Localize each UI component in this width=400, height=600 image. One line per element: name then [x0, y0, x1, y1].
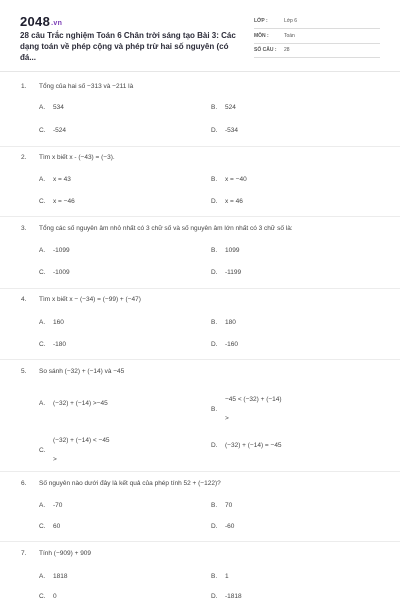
worksheet-title: 28 câu Trắc nghiệm Toán 6 Chân trời sáng tạo Bài 3: Các dạng toán về phép cộng và phép trừ hai số nguyên (có đá...	[20, 31, 236, 62]
option-d[interactable]: D. (−32) + (−14) = −45	[211, 442, 282, 449]
question-number: 2.	[21, 154, 27, 161]
option-c[interactable]: C. 60	[39, 523, 61, 530]
meta-label: SỐ CÂU :	[254, 47, 277, 53]
option-b[interactable]: B. 1	[211, 573, 229, 580]
option-b[interactable]: B. 1099	[211, 247, 240, 254]
option-a[interactable]: A. -70	[39, 502, 63, 509]
option-d[interactable]: D. -160	[211, 341, 239, 348]
meta-grade	[254, 16, 380, 29]
question-number: 6.	[21, 480, 27, 487]
option-c[interactable]: C. -1009	[39, 269, 70, 276]
question-number: 5.	[21, 368, 27, 375]
option-c[interactable]: C. -180	[39, 341, 67, 348]
option-c[interactable]: C. 0	[39, 593, 57, 600]
question-text: Tổng các số nguyên âm nhỏ nhất có 3 chữ số và số nguyên âm lớn nhất có 3 chữ số là:	[39, 225, 293, 232]
meta-value: Toán	[284, 33, 295, 39]
question-separator	[0, 541, 400, 542]
option-c[interactable]: C. -524	[39, 127, 67, 134]
option-d[interactable]: D. x = 46	[211, 198, 243, 205]
question-text: Tìm x biết x − (−34) = (−99) + (−47)	[39, 296, 141, 303]
option-d[interactable]: D. -534	[211, 127, 239, 134]
option-a[interactable]: A. (−32) + (−14) >−45	[39, 400, 108, 407]
question-separator	[0, 146, 400, 147]
question-text: Số nguyên nào dưới đây là kết quả của phép tính 52 + (−122)?	[39, 480, 221, 487]
meta-label: MÔN :	[254, 33, 269, 39]
meta-value: Lớp 6	[284, 18, 298, 24]
worksheet-header	[0, 0, 400, 72]
question-number: 3.	[21, 225, 27, 232]
meta-value: 28	[284, 47, 290, 53]
meta-label: LỚP :	[254, 18, 268, 24]
option-c[interactable]: C. (−32) + (−14) < −45 >	[39, 437, 110, 463]
question-text: Tổng của hai số −313 và −211 là	[39, 83, 134, 90]
question-number: 1.	[21, 83, 27, 90]
option-a[interactable]: A. 534	[39, 104, 64, 111]
option-b[interactable]: B. x = −40	[211, 176, 247, 183]
question-text: Tính (−909) + 909	[39, 550, 92, 557]
option-b[interactable]: B. 70	[211, 502, 233, 509]
question-text: So sánh (−32) + (−14) và −45	[39, 368, 125, 375]
option-a[interactable]: A. 160	[39, 319, 64, 326]
question-separator	[0, 216, 400, 217]
option-a[interactable]: A. x = 43	[39, 176, 71, 183]
option-d[interactable]: D. -1818	[211, 593, 242, 600]
question-number: 7.	[21, 550, 27, 557]
question-text: Tìm x biết x - (−43) = (−3).	[39, 154, 115, 161]
option-b[interactable]: B. 524	[211, 104, 236, 111]
header-divider	[0, 71, 400, 72]
question-number: 4.	[21, 296, 27, 303]
option-d[interactable]: D. -60	[211, 523, 235, 530]
option-c[interactable]: C. x = −46	[39, 198, 75, 205]
question-separator	[0, 288, 400, 289]
meta-subject	[254, 31, 380, 44]
option-b[interactable]: B. −45 < (−32) + (−14) >	[211, 396, 282, 422]
site-logo[interactable]: 2048.vn	[20, 14, 63, 29]
option-a[interactable]: A. 1818	[39, 573, 68, 580]
meta-question-count	[254, 45, 380, 58]
option-b[interactable]: B. 180	[211, 319, 236, 326]
question-separator	[0, 359, 400, 360]
option-d[interactable]: D. -1199	[211, 269, 242, 276]
question-separator	[0, 471, 400, 472]
option-a[interactable]: A. -1099	[39, 247, 70, 254]
